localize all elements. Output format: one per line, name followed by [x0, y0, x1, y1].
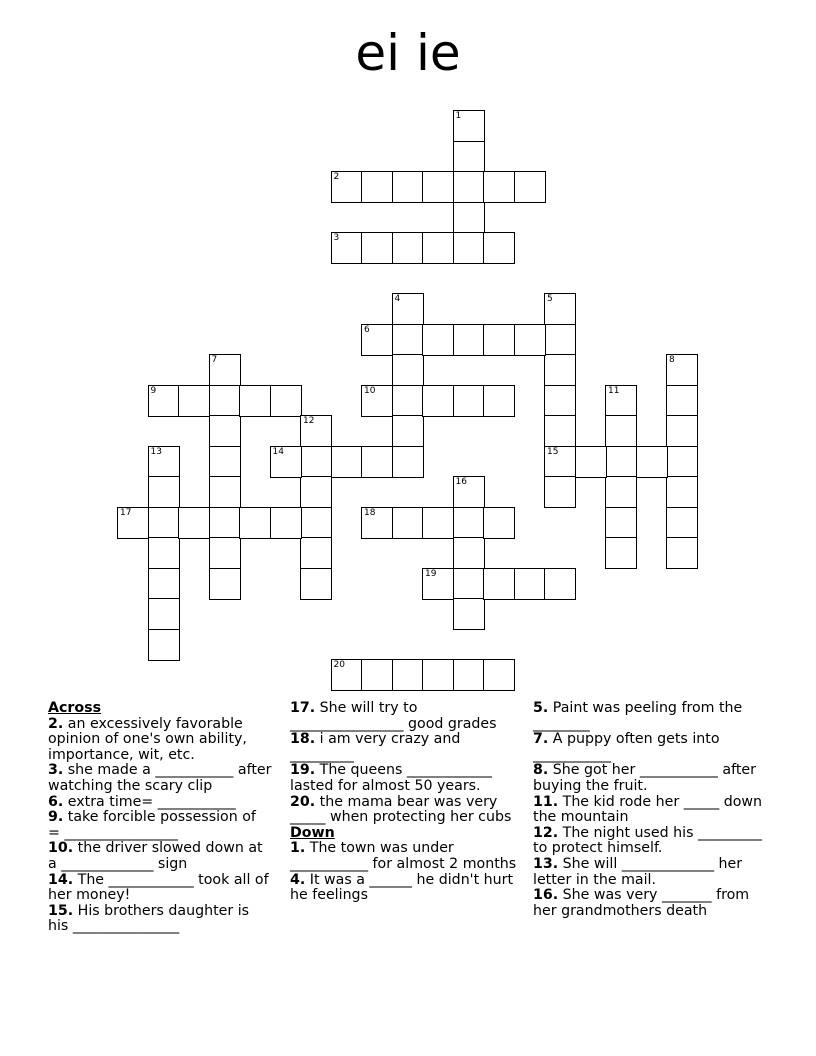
crossword-cell[interactable]	[270, 446, 302, 478]
clue-number-label: 1.	[290, 840, 306, 857]
crossword-cell[interactable]	[209, 385, 241, 417]
clue-text: She will try to ________________ good grades	[290, 700, 497, 732]
clue-number-label: 2.	[48, 715, 64, 732]
clue-item	[290, 701, 526, 732]
clue-number-label: 12.	[533, 824, 559, 841]
crossword-cell[interactable]	[422, 324, 454, 356]
clue-item	[290, 841, 526, 872]
across-clues-column-1	[48, 701, 272, 935]
crossword-cell[interactable]	[544, 568, 576, 600]
crossword-cell[interactable]	[361, 446, 393, 478]
crossword-cell[interactable]	[666, 415, 698, 447]
crossword-cell[interactable]	[209, 415, 241, 447]
crossword-cell[interactable]	[392, 171, 424, 203]
clue-number-label: 7.	[533, 731, 549, 748]
clue-number: 2	[333, 172, 340, 182]
crossword-cell[interactable]	[331, 232, 363, 264]
crossword-cell[interactable]	[300, 415, 332, 447]
crossword-cell[interactable]	[666, 354, 698, 386]
crossword-cell[interactable]	[148, 476, 180, 508]
clue-number: 16	[455, 477, 467, 487]
clue-number-label: 8.	[533, 762, 549, 779]
crossword-cell[interactable]	[666, 385, 698, 417]
crossword-cell[interactable]	[209, 354, 241, 386]
crossword-cell[interactable]	[483, 324, 515, 356]
crossword-cell[interactable]	[483, 507, 515, 539]
crossword-cell[interactable]	[117, 507, 149, 539]
crossword-cell[interactable]	[392, 507, 424, 539]
crossword-cell[interactable]	[300, 446, 332, 478]
clue-item	[290, 795, 526, 826]
crossword-cell[interactable]	[209, 568, 241, 600]
clue-number-label: 17.	[290, 700, 316, 716]
clue-text: She will _____________ her letter in the mail.	[533, 855, 743, 888]
crossword-cell[interactable]	[361, 507, 393, 539]
clue-item	[290, 732, 526, 763]
crossword-cell[interactable]	[453, 232, 485, 264]
crossword-cell[interactable]	[300, 507, 332, 539]
clue-number: 14	[272, 446, 284, 457]
crossword-cell[interactable]	[666, 476, 698, 508]
clue-item	[48, 763, 272, 794]
crossword-cell[interactable]	[483, 568, 515, 600]
clue-item	[533, 701, 769, 732]
crossword-cell[interactable]	[483, 171, 515, 203]
crossword-cell[interactable]	[422, 568, 454, 600]
crossword-cell[interactable]	[361, 659, 393, 691]
clue-item	[48, 904, 272, 935]
clue-text: extra time= ___________	[63, 793, 236, 810]
crossword-cell[interactable]	[453, 324, 485, 356]
crossword-cell[interactable]	[178, 385, 210, 417]
crossword-cell[interactable]	[148, 537, 180, 569]
clue-number: 4	[394, 294, 401, 304]
clue-number: 18	[364, 507, 376, 518]
crossword-cell[interactable]	[605, 476, 637, 508]
crossword-cell[interactable]	[483, 385, 515, 417]
crossword-cell[interactable]	[300, 537, 332, 569]
clue-number-label: 9.	[48, 809, 64, 826]
clue-text: It was a ______ he didn't hurt he feelings	[290, 871, 514, 904]
clue-text: The ____________ took all of her money!	[48, 871, 269, 904]
clue-number-label: 10.	[48, 840, 74, 857]
clue-number: 20	[333, 660, 345, 670]
crossword-cell[interactable]	[605, 507, 637, 539]
crossword-cell[interactable]	[361, 232, 393, 264]
crossword-cell[interactable]	[392, 415, 424, 447]
crossword-cell[interactable]	[483, 659, 515, 691]
crossword-cell[interactable]	[514, 568, 546, 600]
clue-number: 11	[608, 385, 620, 396]
clue-number: 13	[150, 446, 162, 457]
crossword-cell[interactable]	[422, 385, 454, 417]
crossword-cell[interactable]	[209, 446, 241, 478]
crossword-cell[interactable]	[270, 507, 302, 539]
clue-text: A puppy often gets into ___________	[533, 731, 720, 763]
puzzle-title: ei ie	[355, 24, 461, 82]
crossword-cell[interactable]	[422, 232, 454, 264]
clue-number: 12	[303, 416, 315, 426]
crossword-cell[interactable]	[300, 476, 332, 508]
clue-number: 9	[150, 385, 157, 396]
crossword-cell[interactable]	[453, 507, 485, 539]
crossword-cell[interactable]	[544, 324, 576, 356]
crossword-cell[interactable]	[392, 354, 424, 386]
clue-number-label: 5.	[533, 700, 549, 716]
clue-number: 10	[364, 385, 376, 396]
clue-text: The queens ____________ lasted for almost 50 years.	[290, 762, 493, 794]
clue-text: The town was under ___________ for almost 2 months	[290, 840, 517, 872]
crossword-cell[interactable]	[392, 659, 424, 691]
down-heading: Down	[290, 824, 335, 841]
clue-item	[48, 841, 272, 872]
crossword-cell[interactable]	[148, 507, 180, 539]
crossword-cell[interactable]	[544, 476, 576, 508]
clue-number: 3	[333, 233, 340, 243]
clue-text: She got her ___________ after buying the fruit.	[533, 762, 756, 794]
clue-number-label: 15.	[48, 902, 74, 919]
crossword-cell[interactable]	[209, 537, 241, 569]
crossword-cell[interactable]	[392, 446, 424, 478]
clue-number-label: 6.	[48, 793, 64, 810]
crossword-cell[interactable]	[148, 385, 180, 417]
clue-item	[290, 873, 526, 904]
crossword-cell[interactable]	[666, 537, 698, 569]
clues-column-2	[290, 701, 526, 904]
crossword-cell[interactable]	[575, 446, 607, 478]
clue-number-label: 4.	[290, 871, 306, 888]
crossword-cell[interactable]	[666, 446, 698, 478]
crossword-cell[interactable]	[178, 507, 210, 539]
crossword-cell[interactable]	[544, 293, 576, 325]
clue-number-label: 11.	[533, 793, 559, 810]
crossword-cell[interactable]	[453, 202, 485, 234]
crossword-cell[interactable]	[453, 598, 485, 630]
clue-number-label: 3.	[48, 762, 64, 779]
crossword-cell[interactable]	[361, 324, 393, 356]
clue-text: i am very crazy and _________	[290, 731, 461, 763]
crossword-cell[interactable]	[422, 659, 454, 691]
clue-number-label: 14.	[48, 871, 74, 888]
clue-item	[290, 763, 526, 794]
crossword-cell[interactable]	[209, 507, 241, 539]
clue-number: 19	[425, 568, 437, 579]
crossword-cell[interactable]	[239, 507, 271, 539]
clue-number: 8	[669, 355, 675, 365]
crossword-cell[interactable]	[209, 476, 241, 508]
clue-text: The kid rode her _____ down the mountain	[533, 793, 762, 826]
clue-item	[48, 873, 272, 904]
crossword-cell[interactable]	[453, 537, 485, 569]
crossword-cell[interactable]	[514, 171, 546, 203]
crossword-cell[interactable]	[300, 568, 332, 600]
crossword-cell[interactable]	[636, 446, 668, 478]
clue-item	[533, 795, 769, 826]
crossword-cell[interactable]	[331, 446, 363, 478]
crossword-cell[interactable]	[453, 568, 485, 600]
crossword-cell[interactable]	[361, 385, 393, 417]
clue-item	[533, 763, 769, 794]
clue-item	[48, 795, 272, 811]
clue-item	[533, 888, 769, 919]
crossword-cell[interactable]	[453, 171, 485, 203]
clue-text: the mama bear was very _____ when protecting her cubs	[290, 793, 512, 826]
clue-text: an excessively favorable opinion of one's own ability, importance, wit, etc.	[48, 715, 247, 763]
clue-number-label: 19.	[290, 762, 316, 779]
clue-number-label: 20.	[290, 793, 316, 810]
clue-item	[533, 732, 769, 763]
crossword-cell[interactable]	[544, 385, 576, 417]
crossword-cell[interactable]	[605, 385, 637, 417]
crossword-cell[interactable]	[270, 385, 302, 417]
crossword-cell[interactable]	[148, 629, 180, 661]
crossword-cell[interactable]	[544, 446, 576, 478]
crossword-cell[interactable]	[453, 141, 485, 173]
crossword-cell[interactable]	[483, 232, 515, 264]
down-clues-column-3	[533, 701, 769, 919]
crossword-cell[interactable]	[392, 293, 424, 325]
crossword-cell[interactable]	[392, 385, 424, 417]
crossword-cell[interactable]	[666, 507, 698, 539]
crossword-cell[interactable]	[514, 324, 546, 356]
crossword-cell[interactable]	[605, 537, 637, 569]
crossword-cell[interactable]	[422, 171, 454, 203]
clue-text: She was very _______ from her grandmothers death	[533, 887, 750, 919]
crossword-cell[interactable]	[453, 659, 485, 691]
crossword-cell[interactable]	[148, 446, 180, 478]
clue-text: The night used his _________ to protect himself.	[533, 824, 762, 857]
clue-number: 1	[455, 111, 462, 121]
clue-item	[533, 826, 769, 857]
crossword-cell[interactable]	[453, 385, 485, 417]
clue-number: 15	[547, 446, 559, 457]
crossword-cell[interactable]	[544, 354, 576, 386]
clue-item	[48, 810, 272, 841]
crossword-cell[interactable]	[392, 324, 424, 356]
clue-number: 7	[211, 355, 218, 365]
crossword-cell[interactable]	[392, 232, 424, 264]
clue-number-label: 13.	[533, 855, 559, 872]
crossword-cell[interactable]	[331, 171, 363, 203]
crossword-cell[interactable]	[544, 415, 576, 447]
clue-text: His brothers daughter is his _______________	[48, 902, 250, 935]
crossword-cell[interactable]	[148, 568, 180, 600]
clue-number-label: 16.	[533, 887, 559, 904]
crossword-cell[interactable]	[605, 446, 637, 478]
crossword-cell[interactable]	[453, 110, 485, 142]
clue-text: she made a ___________ after watching the scary clip	[48, 762, 272, 794]
clue-item	[533, 857, 769, 888]
crossword-cell[interactable]	[453, 476, 485, 508]
crossword-cell[interactable]	[361, 171, 393, 203]
crossword-cell[interactable]	[605, 415, 637, 447]
clue-number: 5	[547, 294, 553, 304]
crossword-cell[interactable]	[148, 598, 180, 630]
clue-text: take forcible possession of = ________________	[48, 809, 256, 841]
clue-number: 6	[364, 324, 370, 335]
crossword-cell[interactable]	[331, 659, 363, 691]
clue-number: 17	[120, 507, 132, 518]
crossword-cell[interactable]	[239, 385, 271, 417]
across-heading: Across	[48, 700, 102, 716]
clue-text: the driver slowed down at a _____________ sign	[48, 840, 263, 872]
clue-item	[48, 717, 272, 764]
crossword-cell[interactable]	[422, 507, 454, 539]
clue-number-label: 18.	[290, 731, 316, 748]
clue-text: Paint was peeling from the ________	[533, 700, 743, 732]
